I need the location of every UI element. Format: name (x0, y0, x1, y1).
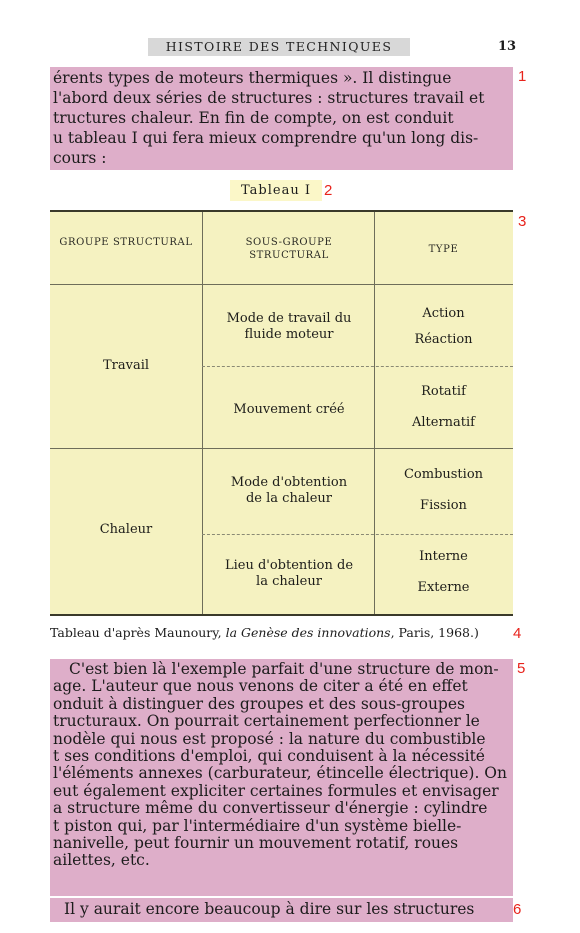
type-value: Fission (420, 498, 467, 513)
table-caption: Tableau I (230, 180, 322, 201)
text-line: a structure même du convertisseur d'énergie : cylindre (53, 799, 488, 818)
type-value: Interne (419, 549, 468, 564)
source-work-title: la Genèse des innovations (225, 625, 391, 640)
subgroup-name: Lieu d'obtention de la chaleur (224, 558, 354, 589)
text-line: eut également expliciter certaines formules et envisager (53, 781, 499, 800)
text-line: t piston qui, par l'intermédiaire d'un système bielle- (53, 816, 462, 835)
paragraph-1 (50, 67, 513, 170)
group-name: Travail (102, 358, 150, 373)
text-line: tructuraux. On pourrait certainement perfectionner le (53, 712, 480, 731)
type-value: Combustion (403, 467, 484, 482)
text-line: age. L'auteur que nous venons de citer a été en effet (53, 677, 468, 696)
paragraph-6: Il y aurait encore beaucoup à dire sur les structures (50, 898, 513, 922)
type-value: Externe (417, 580, 470, 595)
text-line: t ses conditions d'emploi, qui conduisent à la nécessité (53, 747, 485, 766)
type-value: Alternatif (412, 415, 475, 430)
text-line: u tableau I qui fera mieux comprendre qu'un long dis- (53, 129, 479, 147)
paragraph-5 (50, 659, 513, 896)
type-value: Réaction (414, 332, 473, 347)
running-header: HISTOIRE DES TECHNIQUES (148, 38, 410, 56)
text-line: l'éléments annexes (carburateur, étincelle électrique). On (53, 764, 507, 783)
group-rule (50, 448, 513, 449)
region-label-3: 3 (518, 213, 527, 230)
region-label-1: 1 (518, 68, 527, 85)
table-source-note (50, 624, 520, 642)
region-label-2: 2 (324, 182, 333, 199)
page-number: 13 (498, 39, 517, 54)
subgroup-rule (202, 534, 513, 535)
region-label-4: 4 (513, 625, 522, 642)
type-value: Action (422, 306, 465, 321)
column-header-group: GROUPE STRUCTURAL (59, 237, 193, 248)
type-value: Rotatif (421, 384, 466, 399)
text-line: onduit à distinguer des groupes et des sous-groupes (53, 694, 465, 713)
subgroup-rule (202, 366, 513, 367)
region-label-5: 5 (517, 660, 526, 677)
subgroup-name: Mouvement créé (233, 402, 345, 417)
text-line: nodèle qui nous est proposé : la nature du combustible (53, 729, 486, 748)
subgroup-name: Mode de travail du fluide moteur (226, 311, 352, 342)
text-line: l'abord deux séries de structures : structures travail et (53, 89, 485, 107)
text-line: nanivelle, peut fournir un mouvement rotatif, roues (53, 834, 459, 853)
text-line: érents types de moteurs thermiques ». Il distingue (53, 69, 452, 87)
column-header-type: TYPE (428, 244, 459, 255)
source-prefix: Tableau d'après Maunoury, (50, 625, 226, 640)
column-header-subgroup: SOUS-GROUPE STRUCTURAL (245, 237, 333, 261)
source-suffix: , Paris, 1968.) (390, 625, 479, 640)
structure-table (50, 210, 513, 616)
header-rule (50, 284, 513, 285)
text-line: C'est bien là l'exemple parfait d'une structure de mon- (69, 660, 499, 678)
column-divider (202, 212, 203, 614)
region-label-6: 6 (513, 901, 522, 918)
text-line: cours : (53, 149, 107, 167)
text-line: tructures chaleur. En fin de compte, on est conduit (53, 109, 454, 127)
group-name: Chaleur (99, 522, 153, 537)
text-line: ailettes, etc. (53, 851, 150, 870)
subgroup-name: Mode d'obtention de la chaleur (230, 475, 348, 506)
